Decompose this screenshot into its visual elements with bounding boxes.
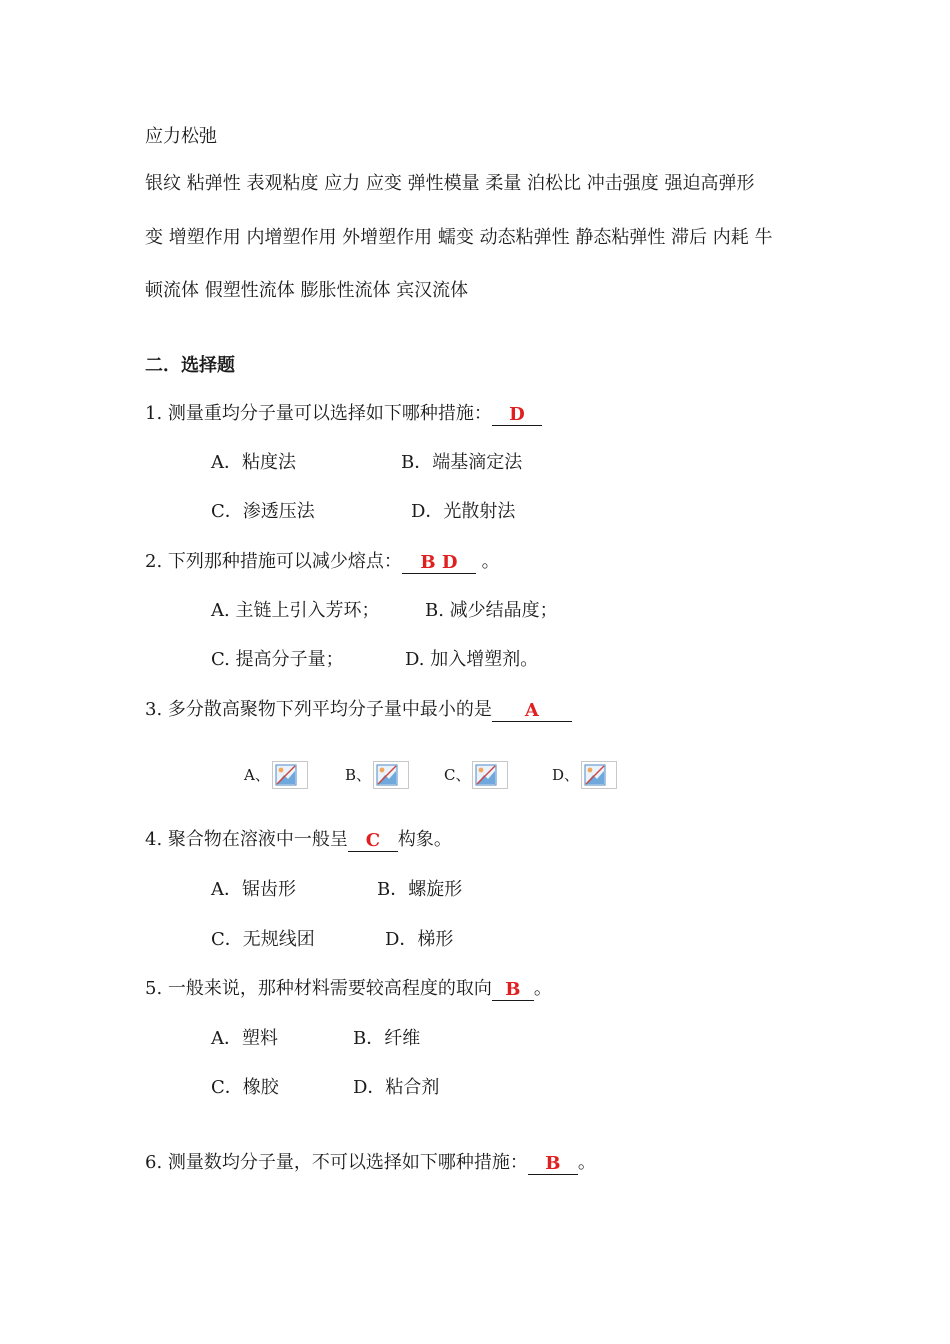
q3-option-c-label: C、	[444, 766, 471, 784]
answer-blank-1	[492, 405, 542, 426]
answer-blank-6	[528, 1154, 578, 1175]
q4-option-b: B．螺旋形	[377, 879, 463, 900]
q1-option-d: D．光散射法	[411, 501, 516, 522]
question-4-suffix: 构象。	[397, 829, 452, 850]
question-3-text: 3. 多分散高聚物下列平均分子量中最小的是	[145, 699, 492, 720]
broken-image-icon	[581, 761, 617, 789]
question-2-suffix: 。	[475, 551, 500, 572]
terms-line-3: 变 增塑作用 内增塑作用 外增塑作用 蠕变 动态粘弹性 静态粘弹性 滞后 内耗 牛	[145, 227, 773, 248]
answer-1: D	[509, 404, 525, 425]
question-6	[145, 1151, 596, 1175]
q5-option-b: B．纤维	[353, 1028, 421, 1049]
q5-option-a: A．塑料	[211, 1028, 278, 1049]
q3-option-c	[444, 761, 508, 789]
q2-option-c: C. 提高分子量；	[211, 649, 344, 670]
terms-line-2: 银纹 粘弹性 表观粘度 应力 应变 弹性模量 柔量 泊松比 冲击强度 强迫高弹形	[145, 173, 755, 194]
terms-line-4: 顿流体 假塑性流体 膨胀性流体 宾汉流体	[145, 280, 469, 301]
broken-image-icon	[373, 761, 409, 789]
answer-2: B D	[420, 552, 458, 573]
question-4-text: 4. 聚合物在溶液中一般呈	[145, 829, 348, 850]
q3-option-a-label: A、	[244, 766, 270, 784]
answer-5: B	[505, 979, 521, 1000]
question-5	[145, 977, 552, 1001]
answer-blank-5	[492, 980, 534, 1001]
question-3	[145, 698, 572, 722]
q1-option-c: C．渗透压法	[211, 501, 315, 522]
answer-blank-3	[492, 701, 572, 722]
terms-line-1: 应力松弛	[145, 126, 217, 147]
q4-option-a: A．锯齿形	[211, 879, 296, 900]
question-4	[145, 828, 452, 852]
q5-option-d: D．粘合剂	[353, 1077, 440, 1098]
question-2-text: 2. 下列那种措施可以减少熔点：	[145, 551, 402, 572]
q3-option-b	[345, 761, 409, 789]
answer-6: B	[545, 1153, 561, 1174]
q1-option-a: A．粘度法	[211, 452, 296, 473]
question-6-text: 6. 测量数均分子量，不可以选择如下哪种措施：	[145, 1152, 528, 1173]
broken-image-icon	[272, 761, 308, 789]
q4-option-d: D．梯形	[385, 929, 454, 950]
question-1-text: 1. 测量重均分子量可以选择如下哪种措施：	[145, 403, 492, 424]
q1-option-b: B．端基滴定法	[401, 452, 523, 473]
question-5-text: 5. 一般来说，那种材料需要较高程度的取向	[145, 978, 492, 999]
q2-option-a: A. 主链上引入芳环；	[211, 600, 380, 621]
question-6-suffix: 。	[577, 1152, 596, 1173]
q3-option-d-label: D、	[552, 766, 580, 784]
broken-image-icon	[472, 761, 508, 789]
answer-blank-2	[402, 553, 476, 574]
section-title: 二．选择题	[145, 355, 235, 376]
q2-option-b: B. 减少结晶度；	[425, 600, 558, 621]
answer-4: C	[365, 830, 381, 851]
q2-option-d: D. 加入增塑剂。	[405, 649, 539, 670]
q5-option-c: C．橡胶	[211, 1077, 279, 1098]
answer-blank-4	[348, 831, 398, 852]
question-1	[145, 402, 542, 426]
q3-option-d	[552, 761, 617, 789]
question-5-suffix: 。	[533, 978, 552, 999]
q4-option-c: C．无规线团	[211, 929, 315, 950]
q3-option-b-label: B、	[345, 766, 372, 784]
question-2	[145, 550, 500, 574]
answer-3: A	[524, 700, 539, 721]
q3-option-a	[244, 761, 308, 789]
